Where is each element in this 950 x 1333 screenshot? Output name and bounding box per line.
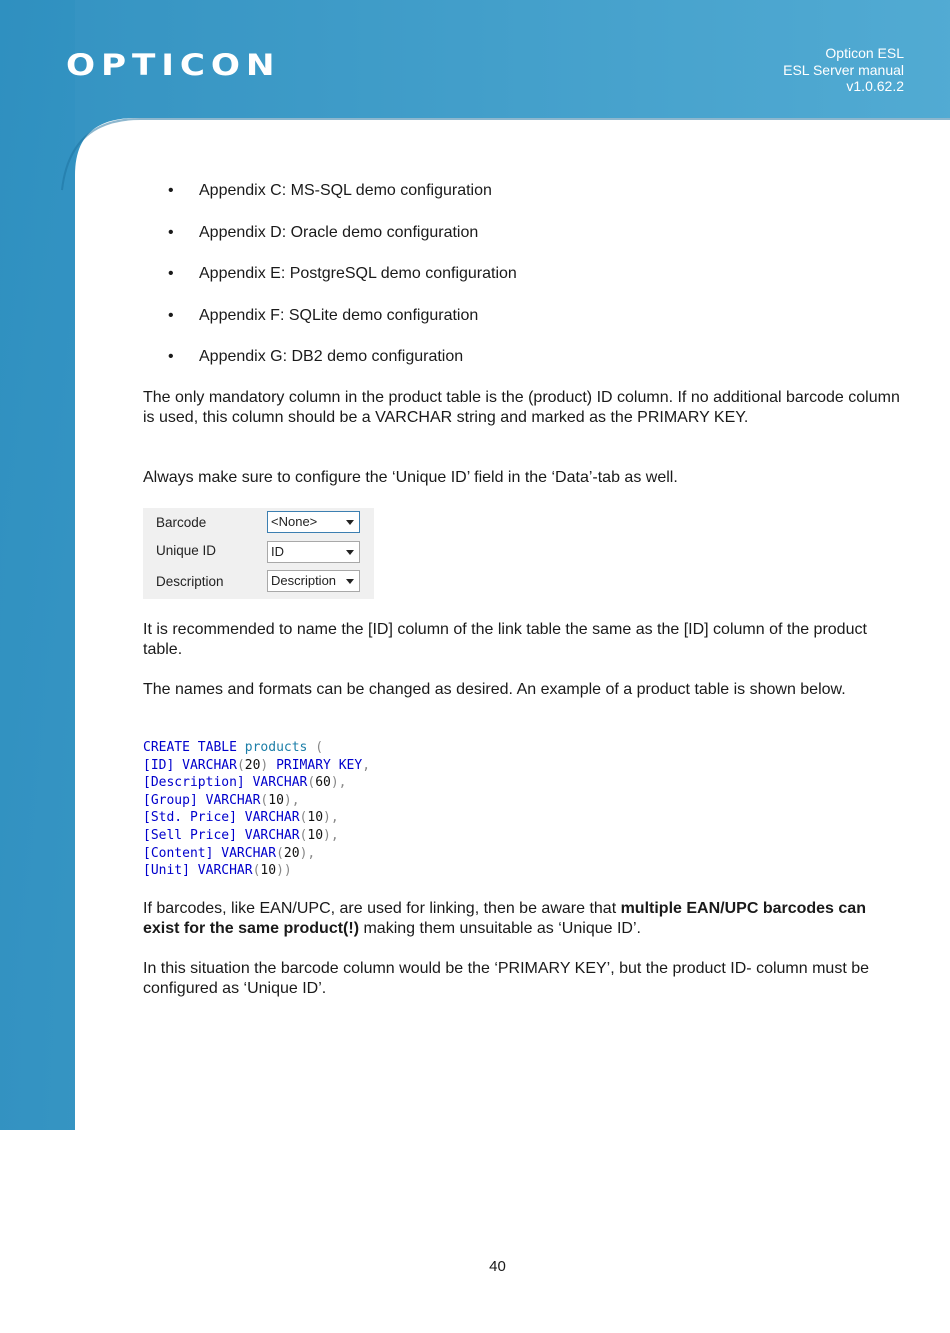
barcode-dropdown[interactable]: [267, 511, 360, 533]
code-type: VARCHAR: [244, 827, 300, 843]
appendix-list: [168, 180, 517, 388]
names-paragraph: The names and formats can be changed as desired. An example of a product table is shown below.: [143, 681, 846, 698]
code-column-name: [Content]: [143, 845, 214, 861]
code-column-name: [Std. Price]: [143, 810, 237, 826]
code-length: 10: [307, 810, 324, 826]
barcodes-text-end: making them unsuitable as ‘Unique ID’.: [359, 920, 641, 937]
code-length: 20: [244, 757, 261, 773]
code-type: VARCHAR: [205, 792, 261, 808]
code-punct: ),: [330, 775, 347, 791]
list-item: • Appendix F: SQLite demo configuration: [168, 305, 517, 347]
chevron-down-icon: [346, 520, 354, 525]
code-punct: ),: [323, 810, 339, 826]
unique-id-dropdown-value: ID: [271, 544, 284, 559]
barcodes-paragraph: [143, 899, 903, 939]
code-length: 10: [260, 863, 277, 879]
code-column-name: [Group]: [143, 792, 198, 808]
mandatory-paragraph: The only mandatory column in the product table is the (product) ID column. If no additional barcode column is used, this column should be a VARCHAR string and marked as the PRIMARY KEY.: [143, 389, 900, 426]
list-item: • Appendix G: DB2 demo configuration: [168, 346, 517, 388]
barcodes-text: If barcodes, like EAN/UPC, are used for linking, then be aware that: [143, 900, 621, 917]
document-info: [783, 45, 904, 95]
barcodes-warning: multiple EAN/UPC barcodes can exist for the same product(!): [143, 900, 866, 937]
code-type: VARCHAR: [197, 863, 253, 879]
description-dropdown-value: Description: [271, 573, 337, 588]
code-column-name: [Unit]: [143, 863, 190, 879]
code-type: VARCHAR: [182, 757, 237, 773]
code-length: 10: [307, 827, 324, 843]
situation-paragraph: In this situation the barcode column would be the ‘PRIMARY KEY’, but the product ID- column must be configured as ‘Unique ID’.: [143, 960, 870, 997]
code-length: 10: [268, 792, 284, 808]
code-table-name: products: [244, 740, 308, 755]
description-dropdown[interactable]: [267, 570, 360, 592]
barcode-dropdown-value: <None>: [271, 514, 318, 529]
recommend-paragraph: It is recommended to name the [ID] column of the link table the same as the [ID] column of the product table.: [143, 621, 867, 658]
code-length: 20: [283, 845, 300, 861]
sql-code-block: CREATE TABLE products ( [ID] VARCHAR(20) PRIMARY KEY, [Description] VARCHAR(60), [Group] VARCHAR(10), [Std. Price] VARCHAR(10), [Sell Price] VARCHAR(10), [Content] VARCHAR(20), [Unit] VARCHAR(10)): [143, 740, 371, 879]
code-column-name: [Description]: [143, 775, 245, 791]
opticon-logo: OPTICON: [66, 48, 281, 82]
code-type: VARCHAR: [244, 810, 300, 826]
code-keyword: CREATE: [143, 740, 190, 755]
code-type: VARCHAR: [221, 845, 277, 861]
data-tab-config-panel: [143, 508, 374, 599]
unique-id-dropdown[interactable]: [267, 541, 360, 563]
code-keyword: PRIMARY: [276, 757, 331, 773]
code-punct: ),: [299, 845, 316, 861]
code-column-name: [ID]: [143, 757, 175, 773]
list-item: • Appendix E: PostgreSQL demo configuration: [168, 263, 517, 305]
configure-paragraph: Always make sure to configure the ‘Unique ID’ field in the ‘Data’-tab as well.: [143, 469, 678, 486]
list-item: • Appendix C: MS-SQL demo configuration: [168, 180, 517, 222]
code-type: VARCHAR: [252, 775, 308, 791]
code-punct: )): [276, 863, 292, 879]
chevron-down-icon: [346, 579, 354, 584]
code-keyword: TABLE: [197, 740, 237, 755]
manual-version: v1.0.62.2: [846, 78, 904, 94]
list-item: • Appendix D: Oracle demo configuration: [168, 222, 517, 264]
code-keyword: KEY: [338, 757, 363, 773]
product-name: Opticon ESL: [825, 45, 904, 61]
page-number: 40: [489, 1258, 506, 1275]
code-column-name: [Sell Price]: [143, 827, 237, 843]
barcode-label: Barcode: [156, 515, 207, 530]
description-label: Description: [156, 574, 224, 589]
chevron-down-icon: [346, 550, 354, 555]
code-length: 60: [315, 775, 331, 791]
code-punct: ),: [323, 827, 339, 843]
manual-title: ESL Server manual: [783, 61, 904, 78]
unique-id-label: Unique ID: [156, 543, 217, 558]
code-punct: (: [315, 740, 324, 755]
code-punct: ),: [283, 792, 300, 808]
